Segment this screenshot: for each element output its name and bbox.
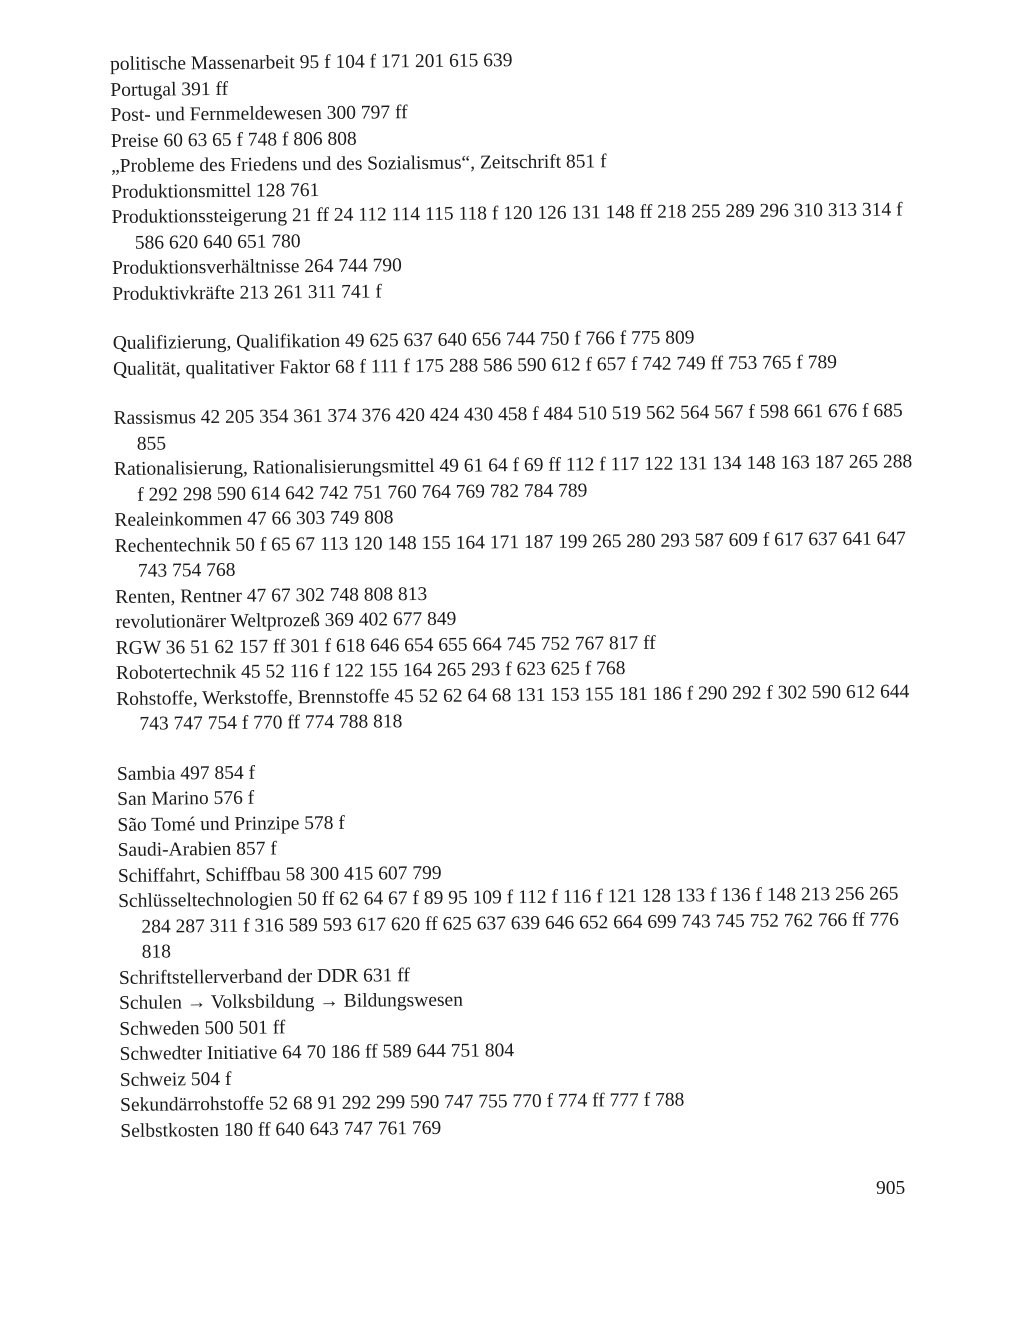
index-entry: Portugal 391 ff [110,78,229,101]
index-entry: Post- und Fernmeldewesen 300 797 ff [110,102,408,126]
index-entry: politische Massenarbeit 95 f 104 f 171 201 615 639 [110,50,513,75]
index-entry: Schweiz 504 f [119,1068,232,1091]
index-entry: Selbstkosten 180 ff 640 643 747 761 769 [120,1117,442,1142]
index-entry: Rohstoffe, Werkstoffe, Brennstoffe 45 52 62 64 68 131 153 155 181 186 f 290 292 f 302 590 612 644 743 747 754 f 770 ff 774 788 818 [116,680,910,735]
index-entry: Schlüsseltechnologien 50 ff 62 64 67 f 89 95 109 f 112 f 116 f 121 128 133 f 136 f 148 213 256 265 284 287 311 f 316 589 593 617 620 ff 625 637 639 646 652 664 699 743 745 752 762 766 ff 776 818 [118,883,899,963]
index-entry: revolutionärer Weltprozeß 369 402 677 849 [115,608,457,633]
index-entry: Produktionssteigerung 21 ff 24 112 114 115 118 f 120 126 131 148 ff 218 255 289 296 310 313 314 f 586 620 640 651 780 [111,199,903,254]
index-entry: Saudi-Arabien 857 f [117,838,277,861]
index-entry: Schriftstellerverband der DDR 631 ff [118,964,410,989]
index-entry: Produktionsverhältnisse 264 744 790 [111,255,402,279]
index-entry: Sekundärrohstoffe 52 68 91 292 299 590 747 755 770 f 774 ff 777 f 788 [120,1089,685,1116]
index-entry: Schiffahrt, Schiffbau 58 300 415 607 799 [117,862,442,887]
index-entry: Rationalisierung, Rationalisierungsmittel 49 61 64 f 69 ff 112 f 117 122 131 134 148 163 187 265 288 f 292 298 590 614 642 742 751 760 764 769 782 784 789 [113,451,913,506]
index-entry: Realeinkommen 47 66 303 749 808 [114,507,394,531]
index-entry: „Probleme des Friedens und des Sozialismus“, Zeitschrift 851 f [110,151,607,177]
index-entry: Preise 60 63 65 f 748 f 806 808 [110,128,357,152]
index-entry: San Marino 576 f [117,787,255,810]
index-list [110,44,920,1144]
page-number: 905 [876,1178,906,1199]
index-entry: Rechentechnik 50 f 65 67 113 120 148 155 164 171 187 199 265 280 293 587 609 f 617 637 641 647 743 754 768 [114,527,906,582]
index-entry: Qualifizierung, Qualifikation 49 625 637 640 656 744 750 f 766 f 775 809 [112,327,695,354]
index-entry: Schulen → Volksbildung → Bildungswesen [119,989,464,1014]
index-entry: Schwedter Initiative 64 70 186 ff 589 644 751 804 [119,1040,515,1065]
index-entry: Produktionsmittel 128 761 [111,179,320,203]
index-entry: RGW 36 51 62 157 ff 301 f 618 646 654 655 664 745 752 767 817 ff [115,632,656,659]
index-entry: Produktivkräfte 213 261 311 741 f [112,280,382,305]
index-entry: Robotertechnik 45 52 116 f 122 155 164 265 293 f 623 625 f 768 [115,658,626,684]
index-entry: Rassismus 42 205 354 361 374 376 420 424 430 458 f 484 510 519 562 564 567 f 598 661 676 f 685 855 [113,400,903,455]
index-entry: Sambia 497 854 f [116,762,256,785]
index-entry: São Tomé und Prinzipe 578 f [117,812,345,836]
index-entry: Renten, Rentner 47 67 302 748 808 813 [115,583,428,608]
index-entry: Schweden 500 501 ff [119,1016,286,1040]
index-entry: Qualität, qualitativer Faktor 68 f 111 f 175 288 586 590 612 f 657 f 742 749 ff 753 765 f 789 [112,351,838,380]
